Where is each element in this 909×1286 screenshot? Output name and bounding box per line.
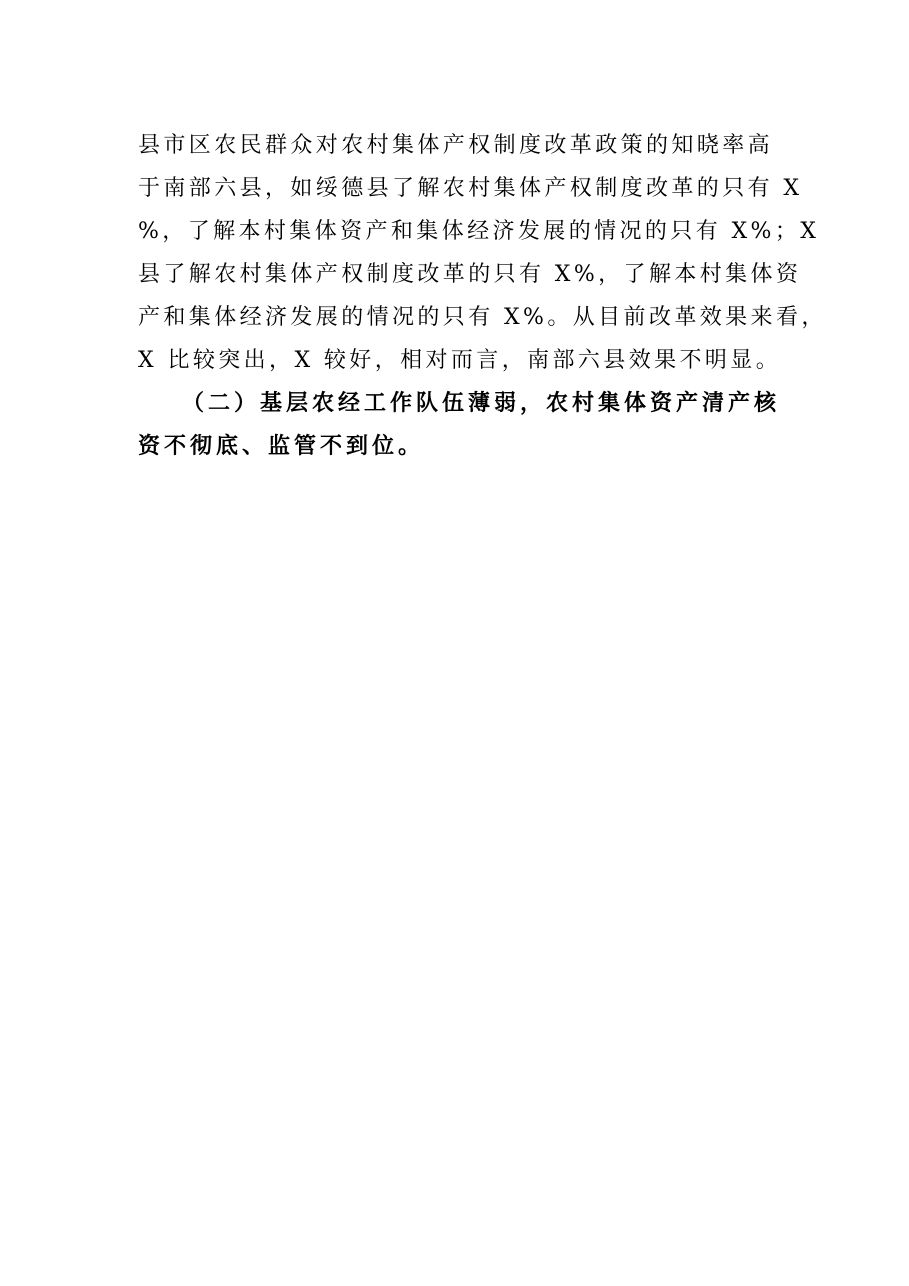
paragraph-line: 产和集体经济发展的情况的只有 X%。从目前改革效果来看， — [138, 305, 827, 330]
paragraph-line: 县了解农村集体产权制度改革的只有 X%，了解本村集体资 — [138, 262, 802, 287]
paragraph-line: X 比较突出，X 较好，相对而言，南部六县效果不明显。 — [138, 348, 782, 373]
paragraph-line: 县市区农民群众对农村集体产权制度改革政策的知晓率高 — [138, 133, 774, 158]
paragraph-line: %，了解本村集体资产和集体经济发展的情况的只有 X%；X — [138, 219, 820, 244]
paragraph-line: 于南部六县，如绥德县了解农村集体产权制度改革的只有 X — [138, 176, 803, 201]
section-heading-line: 资不彻底、监管不到位。 — [138, 434, 425, 459]
section-heading-line: （二）基层农经工作队伍薄弱，农村集体资产清产核 — [182, 391, 781, 416]
document-body — [138, 124, 827, 468]
